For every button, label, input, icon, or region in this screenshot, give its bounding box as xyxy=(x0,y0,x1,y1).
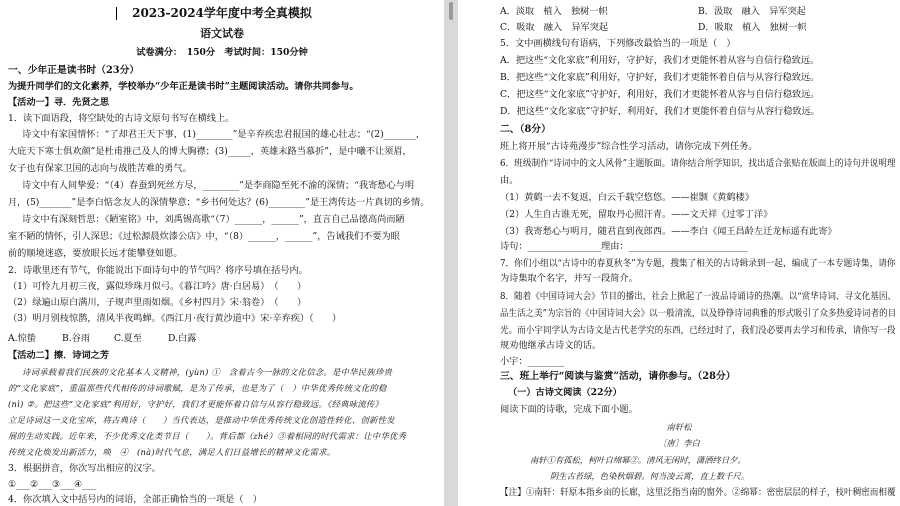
activity2-heading: 【活动二】擦．诗词之芳 xyxy=(8,350,110,361)
question-1: 1．读下面语段，将空缺处的古诗文原句书写在横线上。 xyxy=(8,113,235,124)
right-page xyxy=(458,0,900,506)
q4-option: B．汲取 融入 异军突起 xyxy=(698,6,806,17)
q2-option: A.惊蛰 xyxy=(8,333,36,344)
q1-line: 诗文中有人间挚爱：“（4）春蚕到死丝方尽，________”是李商隐至死不渝的深情；“我寄愁心与明 xyxy=(22,180,415,191)
q1-line: 室不陋的情怀，引人深思；《过松源晨炊漆公店》中，“（8）______，______”，告诫我们不要为眼 xyxy=(8,231,400,242)
poem-note: 【注】①南轩：轩原本指乡亩的长廊，这里泛指当南的窗外。②绵幂：密密层层的样子，枝叶稠密而相覆 xyxy=(500,487,896,498)
poem-title: 南轩松 xyxy=(666,422,692,432)
poem-line: 阴生古苔绿，色染秋烟碧。何当凌云霄，直上数千尺。 xyxy=(550,471,750,481)
question-4: 4．你次填入文中括号内的词语，全部正确恰当的一项是（ ） xyxy=(8,494,262,505)
question-8: 8．随着《中国诗词大会》节目的播出，社会上掀起了一波品诗诵诗的热潮。以“赏华诗词、寻文化基因、 xyxy=(500,291,897,302)
q2-item: （3）明月别枝惊鹊，清风半夜鸣蝉。《西江月·夜行黄沙道中》宋·辛弃疾）（ ） xyxy=(8,313,342,324)
passage-line: 诗词承载着我们民族的文化基本人文精神，(yùn) ① 含着古今一脉的文化信念。是中华民族珍贵 xyxy=(22,367,393,377)
question-8: 规劝他继承古诗文的话。 xyxy=(500,340,602,351)
question-5: 5．文中画横线句有语病，下列修改最恰当的一项是（ ） xyxy=(500,38,736,49)
question-8: 光。而小宇同学认为古诗文是古代老学究的东西，已经过时了，我们没必要再去学习和传承，请你写一段 xyxy=(500,325,896,336)
q4-option: C．吸取 融入 异军突起 xyxy=(500,22,609,33)
question-7: 为诗集取个名字，并写一段简介。 xyxy=(500,273,638,284)
q1-line: 大庇天下寒士俱欢颜”是杜甫推己及人的博大胸襟；(3)_____，英雄末路当慕折”，是中曦不让须眉， xyxy=(8,146,412,157)
question-6: 由。 xyxy=(500,175,519,186)
passage-line: (nì) ②。把这些“文化家底”利用好，守护好，我们才更能怀着自信与从容行稳致远。《经典咏流传》 xyxy=(8,399,384,409)
q2-option: B.谷雨 xyxy=(62,333,91,344)
part3-intro: 阅读下面的诗歌，完成下面小题。 xyxy=(500,404,638,415)
q2-item: （2）绿遍山原白满川，子规声里雨如烟。《乡村四月》宋·翁卷） （ ） xyxy=(8,297,307,308)
q2-item: （1）可怜九月初三夜，露似珍珠月似弓。《暮江吟》唐·白居易） （ ） xyxy=(8,281,307,292)
q1-line: 诗文中有深刻哲思：《陋室铭》中，刘禹锡高歌“（7）______，______”，直言自己品德高尚而陋 xyxy=(22,214,405,225)
part3-heading: 三、班上举行“阅读与鉴赏”活动，请你参与。（28分） xyxy=(500,371,736,382)
q8-answer-line: 小宇：________ xyxy=(500,356,565,367)
question-8: 品生活之美”为宗旨的《中国诗词大会》以一般清流，以及铮铮诗词典雅的形式吸引了众多热爱诗词者的目 xyxy=(500,308,897,319)
q2-option: C.夏至 xyxy=(114,333,142,344)
q6-item: （3）我寄愁心与明月，随君直到夜郎西。——李白《闻王昌龄左迁龙标遥有此寄》 xyxy=(500,226,837,237)
question-2: 2．诗歌里还有节气，你能说出下面诗句中的节气吗？将序号填在括号内。 xyxy=(8,265,308,276)
q6-answer-line: 诗句：________________理由：__________________________ xyxy=(500,241,749,252)
q1-line: 月，(5)_______”是李白惦念友人的深情挚意；“乡书何处达？(6)________”是王湾传达一片真切的乡情。 xyxy=(8,197,430,208)
q4-option: D．吸取 植入 独树一帜 xyxy=(698,22,807,33)
left-page xyxy=(0,0,444,506)
poem-author: 〔唐〕李白 xyxy=(658,438,700,448)
passage-line: 立足诗词这一文化宝库，将古典诗（ ）当代表达，是推动中华优秀传统文化创造性转化、创新性发 xyxy=(8,415,395,425)
passage-line: 的“文化家底”，重温那些代代相传的诗词歌赋，是为了传承，也是为了（ ）中华优秀传统文化的稳 xyxy=(8,383,387,393)
score-line: 试卷满分： 150分 考试时间：150分钟 xyxy=(136,47,308,58)
exam-subtitle: 语文试卷 xyxy=(200,27,244,40)
scrollbar-thumb[interactable] xyxy=(449,2,453,20)
q4-option: A．淡取 植入 独树一帜 xyxy=(500,6,608,17)
page-gutter xyxy=(444,0,458,506)
activity1-heading: 【活动一】寻．先贤之思 xyxy=(8,97,110,108)
part3-subheading: （一）古诗文阅读（22分） xyxy=(508,387,622,398)
part2-intro: 班上将开展“古诗苑漫步”综合性学习活动，请你完成下列任务。 xyxy=(500,141,758,152)
q5-option: B．把这些“文化家底”利用好，守护好，我们才更能怀着自信与从容行稳致远。 xyxy=(500,72,820,83)
question-7: 7．你们小组以“古诗中的春夏秋冬”为专题，搜集了相关的古诗辑录到一起，编成了一本专题诗集，请你 xyxy=(500,258,896,269)
exam-title: 2023-2024学年度中考全真模拟 xyxy=(132,6,312,20)
part2-heading: 二、（8分） xyxy=(500,124,551,135)
part1-intro: 为提升同学们的文化素养，学校举办“少年正是读书时”主题阅读活动。请你共同参与。 xyxy=(8,81,359,92)
q6-item: （2）人生自古谁无死，留取丹心照汗青。——文天祥《过零丁洋》 xyxy=(500,209,773,220)
q5-option: C．把这些“文化家底”守护好，利用好，我们才更能怀着从容与自信行稳致远。 xyxy=(500,89,820,100)
passage-line: 传统文化焕发出新活力，唤 ④ (nà)时代气息，满足人们日益增长的精神文化需求。 xyxy=(8,447,336,457)
q1-line: 前的顺境迷惑，要放眼长远才能攀登如愿。 xyxy=(8,248,183,259)
part1-heading: 一、少年正是读书时（23分） xyxy=(8,65,140,76)
poem-line: 南轩①有孤松，柯叶自绵幂②。清风无闲时，潇洒终日夕。 xyxy=(530,455,746,465)
q6-item: （1）黄鹤一去不复返，白云千载空悠悠。——崔颢《黄鹤楼》 xyxy=(500,192,754,203)
question-3: 3．根据拼音，你次写出相应的汉字。 xyxy=(8,463,161,474)
question-6: 6．班级制作“诗词中的文人风骨”主题版面。请你结合所学知识，找出适合张贴在版面上的诗句并说明理 xyxy=(500,158,896,169)
q1-line: 诗文中有家国情怀：“了却君王天下事，(1)________”是辛弃疾忠君报国的雄心壮志；“(2)_______， xyxy=(22,129,426,140)
q5-option: A．把这些“文化家底”利用好，守护好，我们才更能怀着从容与自信行稳致远。 xyxy=(500,55,820,66)
q1-line: 女子也有保家卫国的志向与战胜苦难的勇气。 xyxy=(8,163,192,174)
q3-blanks: ①___②___③___④___ xyxy=(8,479,97,490)
passage-line: 展的生动实践。近年来，不少优秀文化类节目（ ）。背后都（zhé）③着相同的时代需求：让中华优秀 xyxy=(8,431,407,441)
q5-option: D．把这些“文化家底”守护好，利用好，我们才更能怀着自信与从容行稳致远。 xyxy=(500,106,820,117)
q2-option: D.白露 xyxy=(168,333,197,344)
